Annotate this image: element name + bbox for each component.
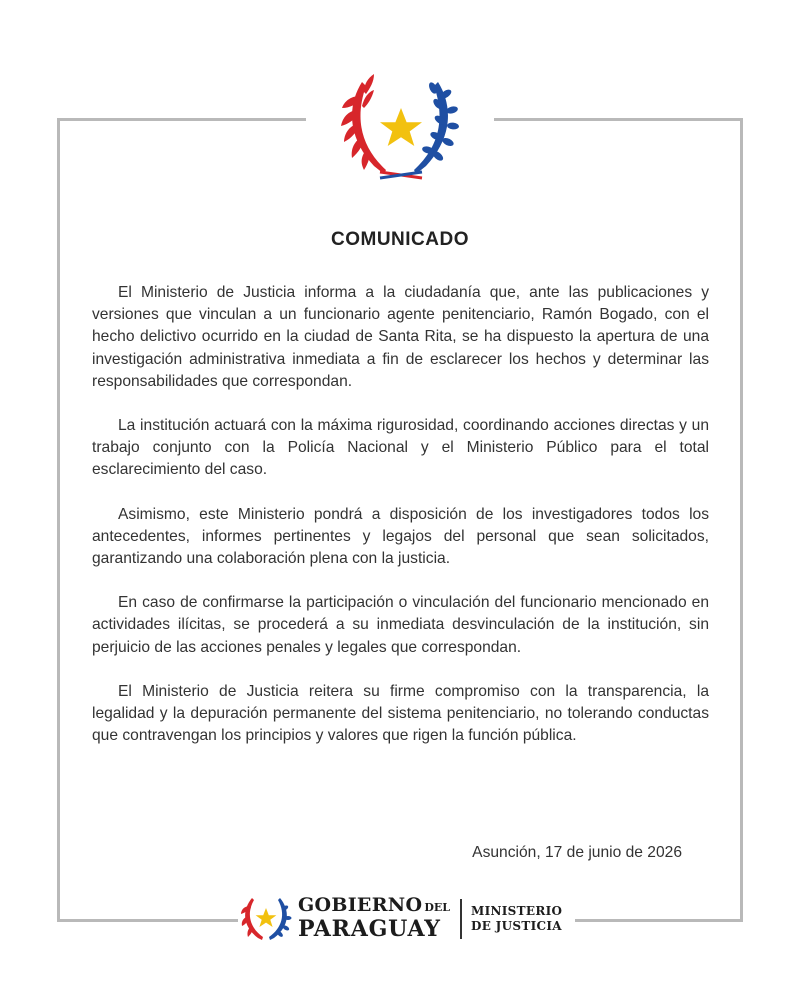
ministerio-wordmark [471,904,562,934]
dateline: Asunción, 17 de junio de 2026 [472,844,682,861]
page-title: COMUNICADO [331,229,469,250]
paraguay-emblem-icon [340,74,462,182]
frame-top-left [57,118,306,121]
communique-body [92,282,709,769]
frame-bottom-right [575,919,743,922]
paragraph-5: El Ministerio de Justicia reitera su firme compromiso con la transparencia, la legalidad y la depuración permanente del sistema penitenciario, no tolerando conductas que contravengan los principios y valores que rigen la función pública. [92,682,709,745]
frame-bottom-left [57,919,238,922]
paragraph-1: El Ministerio de Justicia informa a la ciudadanía que, ante las publicaciones y versiones que vinculan a un funcionario agente penitenciario, Ramón Bogado, con el hecho delictivo ocurrido en la ciudad de Santa Rita, se ha dispuesto la apertura de una investigación administrativa inmediata a fin de esclarecer los hechos y determinar las responsabilidades que correspondan. [92,284,709,390]
paragraph-4: En caso de confirmarse la participación o vinculación del funcionario mencionado en actividades ilícitas, se procederá a su inmediata desvinculación de la institución, sin perjuicio de las acciones penales y legales que correspondan. [92,594,709,656]
logo-divider [460,899,462,939]
gobierno-wordmark [298,896,450,940]
frame-top-right [494,118,743,121]
footer-logo [240,893,570,949]
gobierno-label: GOBIERNO [298,894,423,916]
paragraph-2: La institución actuará con la máxima rigurosidad, coordinando acciones directas y un trabajo conjunto con la Policía Nacional y el Ministerio Público para el total esclarecimiento del caso. [92,417,709,479]
gobierno-emblem-icon [240,894,292,942]
paraguay-label: PARAGUAY [298,916,441,942]
ministerio-label: MINISTERIO [471,904,563,918]
paragraph-3: Asimismo, este Ministerio pondrá a disposición de los investigadores todos los antecedentes, informes pertinentes y legajos del personal que sean solicitados, garantizando una colaboración plena con la justicia. [92,505,709,568]
justicia-label: DE JUSTICIA [471,919,562,933]
del-label: DEL [424,901,450,914]
